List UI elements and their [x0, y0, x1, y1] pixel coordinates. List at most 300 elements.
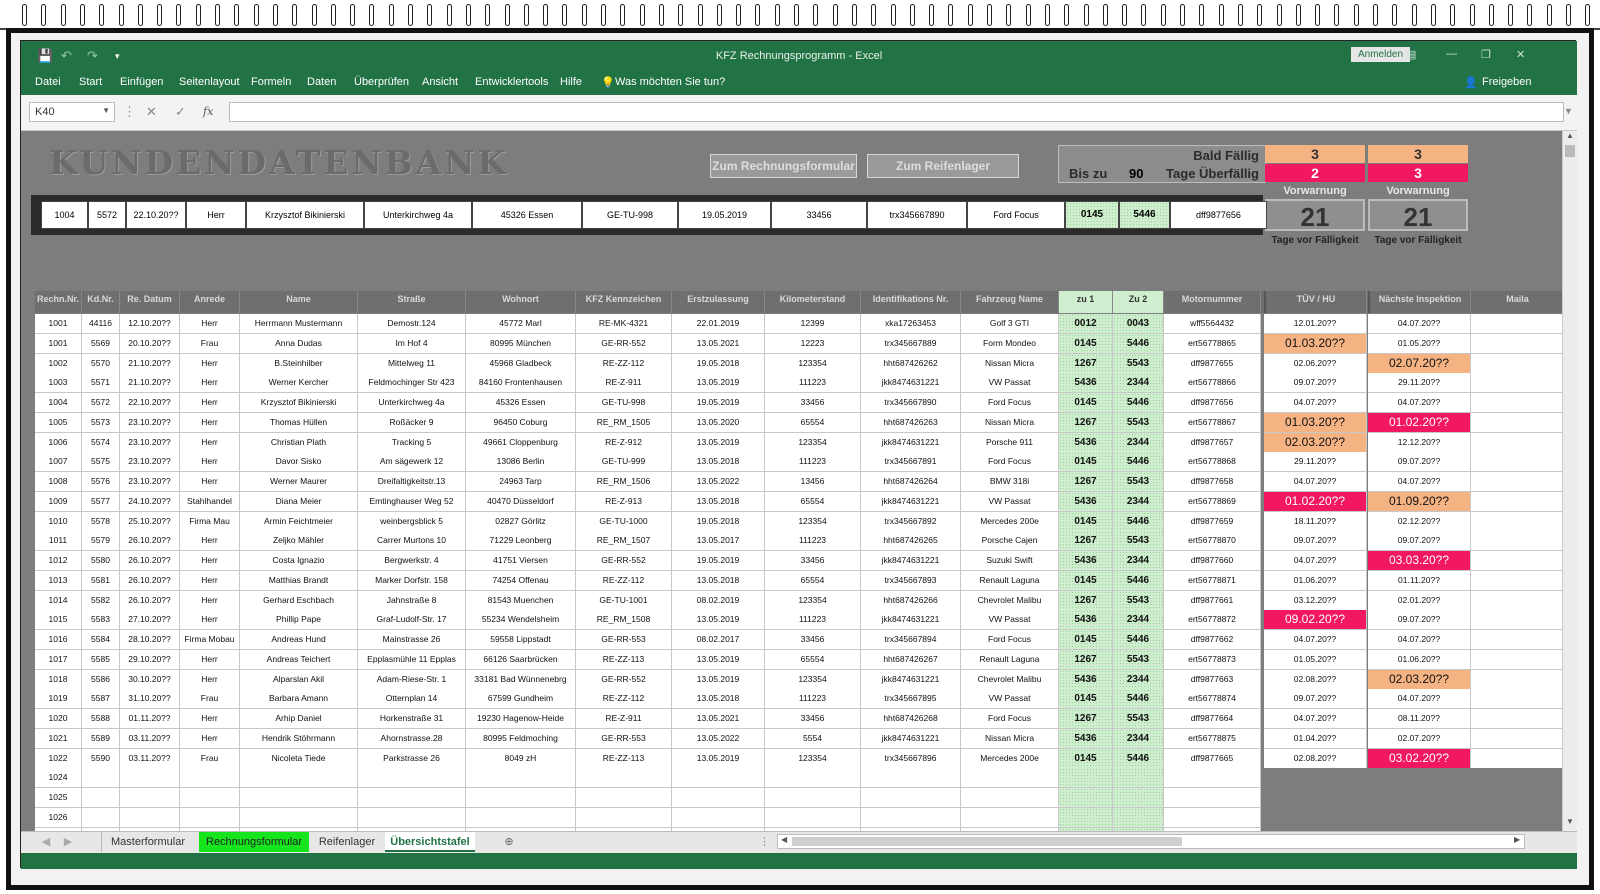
cell-re-datum[interactable]: 24.10.20??: [120, 492, 180, 512]
cell-tuev-hu[interactable]: 03.12.20??: [1264, 591, 1367, 611]
cell-name[interactable]: Costa Ignazio: [240, 551, 358, 571]
cell-rechn-nr[interactable]: 1024: [35, 768, 82, 788]
share-button[interactable]: Freigeben: [1482, 76, 1532, 88]
cell-kfz-kennzeichen[interactable]: RE-Z-912: [576, 433, 672, 453]
cell-re-datum[interactable]: 23.10.20??: [120, 413, 180, 433]
cancel-icon[interactable]: ✕: [146, 104, 157, 119]
header-identifikations-nr[interactable]: Identifikations Nr.: [861, 291, 961, 313]
cell-zu-2[interactable]: [1113, 788, 1164, 808]
cell-zu-2[interactable]: 2344: [1113, 492, 1164, 512]
cell-fahrzeug-name[interactable]: VW Passat: [961, 689, 1059, 709]
cell-zu-1[interactable]: 5436: [1059, 433, 1113, 453]
cell-zu-1[interactable]: 0145: [1059, 452, 1113, 472]
selected-fahrzeug-name[interactable]: Ford Focus: [967, 201, 1065, 229]
table-row-empty[interactable]: [35, 808, 1565, 828]
cell-erstzulassung[interactable]: 13.05.2020: [672, 413, 765, 433]
cell-identifikations-nr[interactable]: hht687426268: [861, 709, 961, 729]
cell-anrede[interactable]: Herr: [180, 314, 240, 334]
table-row[interactable]: [35, 610, 1565, 630]
cell-zu-1[interactable]: 1267: [1059, 650, 1113, 670]
cell-naechste-inspektion[interactable]: 29.11.20??: [1368, 373, 1471, 393]
header-maila[interactable]: Maila: [1471, 291, 1565, 313]
cell-strasse[interactable]: Tracking 5: [358, 433, 466, 453]
selected-motornummer[interactable]: dff9877656: [1170, 201, 1267, 229]
table-row[interactable]: [35, 689, 1565, 709]
cell-kd-nr[interactable]: 5578: [82, 512, 120, 532]
cell-maila[interactable]: [1471, 413, 1565, 433]
cell-kd-nr[interactable]: 5589: [82, 729, 120, 749]
cell-zu-2[interactable]: 5543: [1113, 709, 1164, 729]
cell-maila[interactable]: [1471, 393, 1565, 413]
cell-naechste-inspektion[interactable]: 04.07.20??: [1368, 689, 1471, 709]
cell-kilometerstand[interactable]: 123354: [765, 591, 861, 611]
cell-kfz-kennzeichen[interactable]: RE-Z-911: [576, 373, 672, 393]
cell-rechn-nr[interactable]: 1010: [35, 512, 82, 532]
cell-erstzulassung[interactable]: [672, 768, 765, 788]
cell-name[interactable]: Diana Meier: [240, 492, 358, 512]
cell-naechste-inspektion[interactable]: [1368, 768, 1471, 788]
cell-strasse[interactable]: Mittelweg 11: [358, 354, 466, 374]
cell-identifikations-nr[interactable]: [861, 788, 961, 808]
cell-strasse[interactable]: Im Hof 4: [358, 334, 466, 354]
cell-strasse[interactable]: Carrer Murtons 10: [358, 531, 466, 551]
cell-kilometerstand[interactable]: 111223: [765, 531, 861, 551]
cell-kilometerstand[interactable]: 111223: [765, 610, 861, 630]
cell-anrede[interactable]: Firma Mau: [180, 512, 240, 532]
login-button[interactable]: Anmelden: [1351, 47, 1410, 62]
cell-zu-2[interactable]: 5543: [1113, 472, 1164, 492]
cell-motornummer[interactable]: dff9877657: [1164, 433, 1261, 453]
tuev-warning-days[interactable]: 21: [1265, 199, 1365, 231]
cell-naechste-inspektion[interactable]: [1368, 788, 1471, 808]
cell-kilometerstand[interactable]: 65554: [765, 650, 861, 670]
header-anrede[interactable]: Anrede: [180, 291, 240, 313]
cell-naechste-inspektion[interactable]: 01.06.20??: [1368, 650, 1471, 670]
cell-erstzulassung[interactable]: [672, 808, 765, 828]
cell-maila[interactable]: [1471, 689, 1565, 709]
tab-formeln[interactable]: Formeln: [251, 76, 292, 88]
cell-tuev-hu[interactable]: 02.08.20??: [1264, 749, 1367, 769]
cell-re-datum[interactable]: [120, 768, 180, 788]
cell-strasse[interactable]: weinbergsblick 5: [358, 512, 466, 532]
cell-name[interactable]: Arhip Daniel: [240, 709, 358, 729]
cell-name[interactable]: B.Steinhilber: [240, 354, 358, 374]
cell-anrede[interactable]: Herr: [180, 452, 240, 472]
cell-fahrzeug-name[interactable]: VW Passat: [961, 492, 1059, 512]
scroll-down-icon[interactable]: ▼: [1566, 817, 1574, 826]
cell-motornummer[interactable]: ert56778867: [1164, 413, 1261, 433]
cell-re-datum[interactable]: 21.10.20??: [120, 354, 180, 374]
cell-name[interactable]: Anna Dudas: [240, 334, 358, 354]
cell-rechn-nr[interactable]: 1026: [35, 808, 82, 828]
cell-kfz-kennzeichen[interactable]: GE-RR-552: [576, 670, 672, 690]
cell-tuev-hu[interactable]: 04.07.20??: [1264, 551, 1367, 571]
cell-fahrzeug-name[interactable]: Ford Focus: [961, 630, 1059, 650]
selected-name[interactable]: Krzysztof Bikinierski: [246, 201, 364, 229]
cell-kilometerstand[interactable]: 123354: [765, 512, 861, 532]
cell-kfz-kennzeichen[interactable]: GE-TU-1000: [576, 512, 672, 532]
cell-zu-1[interactable]: 5436: [1059, 670, 1113, 690]
cell-wohnort[interactable]: 84160 Frontenhausen: [466, 373, 576, 393]
cell-zu-2[interactable]: 5446: [1113, 334, 1164, 354]
cell-kilometerstand[interactable]: 12223: [765, 334, 861, 354]
cell-anrede[interactable]: Herr: [180, 373, 240, 393]
cell-wohnort[interactable]: 71229 Leonberg: [466, 531, 576, 551]
cell-anrede[interactable]: Herr: [180, 610, 240, 630]
cell-zu-1[interactable]: 1267: [1059, 354, 1113, 374]
table-row[interactable]: [35, 551, 1565, 571]
cell-kd-nr[interactable]: 5576: [82, 472, 120, 492]
cell-anrede[interactable]: Herr: [180, 729, 240, 749]
cell-kd-nr[interactable]: 5573: [82, 413, 120, 433]
cell-identifikations-nr[interactable]: hht687426262: [861, 354, 961, 374]
cell-name[interactable]: Nicoleta Tiede: [240, 749, 358, 769]
cell-re-datum[interactable]: 03.11.20??: [120, 729, 180, 749]
cell-identifikations-nr[interactable]: [861, 768, 961, 788]
cell-re-datum[interactable]: [120, 808, 180, 828]
cell-zu-2[interactable]: 5543: [1113, 354, 1164, 374]
cell-erstzulassung[interactable]: 13.05.2019: [672, 650, 765, 670]
cell-tuev-hu[interactable]: 01.05.20??: [1264, 650, 1367, 670]
cell-rechn-nr[interactable]: 1025: [35, 788, 82, 808]
cell-kilometerstand[interactable]: 111223: [765, 373, 861, 393]
cell-motornummer[interactable]: ert56778873: [1164, 650, 1261, 670]
cell-zu-2[interactable]: [1113, 808, 1164, 828]
cell-zu-2[interactable]: 5543: [1113, 531, 1164, 551]
cell-kfz-kennzeichen[interactable]: RE-ZZ-113: [576, 650, 672, 670]
cell-fahrzeug-name[interactable]: [961, 768, 1059, 788]
cell-fahrzeug-name[interactable]: BMW 318i: [961, 472, 1059, 492]
table-row-empty[interactable]: [35, 768, 1565, 788]
cell-erstzulassung[interactable]: 13.05.2021: [672, 334, 765, 354]
cell-anrede[interactable]: Herr: [180, 393, 240, 413]
sheet-tab-uebersichtstafel[interactable]: Übersichtstafel: [385, 832, 475, 852]
selected-erstzulassung[interactable]: 19.05.2019: [678, 201, 771, 229]
cell-naechste-inspektion[interactable]: 02.12.20??: [1368, 512, 1471, 532]
cell-fahrzeug-name[interactable]: Nissan Micra: [961, 729, 1059, 749]
cell-kfz-kennzeichen[interactable]: RE-MK-4321: [576, 314, 672, 334]
cell-re-datum[interactable]: 26.10.20??: [120, 531, 180, 551]
sheet-tab-rechnungsformular[interactable]: Rechnungsformular: [199, 832, 309, 852]
cell-anrede[interactable]: [180, 788, 240, 808]
cell-kilometerstand[interactable]: [765, 808, 861, 828]
cell-strasse[interactable]: Otternplan 14: [358, 689, 466, 709]
prev-sheet-icon[interactable]: ◀: [41, 836, 51, 848]
cell-name[interactable]: Barbara Amann: [240, 689, 358, 709]
table-row[interactable]: [35, 354, 1565, 374]
selected-re-datum[interactable]: 22.10.20??: [126, 201, 186, 229]
cell-zu-1[interactable]: 1267: [1059, 413, 1113, 433]
cell-identifikations-nr[interactable]: trx345667891: [861, 452, 961, 472]
cell-motornummer[interactable]: dff9877656: [1164, 393, 1261, 413]
cell-maila[interactable]: [1471, 551, 1565, 571]
selected-strasse[interactable]: Unterkirchweg 4a: [364, 201, 472, 229]
selected-identifikations-nr[interactable]: trx345667890: [867, 201, 967, 229]
cell-kfz-kennzeichen[interactable]: [576, 788, 672, 808]
cell-motornummer[interactable]: [1164, 788, 1261, 808]
split-handle-icon[interactable]: ⋮: [759, 836, 770, 848]
table-row[interactable]: [35, 531, 1565, 551]
cell-strasse[interactable]: Adam-Riese-Str. 1: [358, 670, 466, 690]
cell-identifikations-nr[interactable]: [861, 808, 961, 828]
cell-identifikations-nr[interactable]: hht687426267: [861, 650, 961, 670]
cell-naechste-inspektion[interactable]: 01.09.20??: [1368, 492, 1471, 512]
cell-kd-nr[interactable]: 5571: [82, 373, 120, 393]
cell-kd-nr[interactable]: 5583: [82, 610, 120, 630]
cell-kd-nr[interactable]: [82, 788, 120, 808]
cell-anrede[interactable]: Firma Mobau: [180, 630, 240, 650]
cell-rechn-nr[interactable]: 1009: [35, 492, 82, 512]
cell-motornummer[interactable]: ert56778866: [1164, 373, 1261, 393]
expand-formula-icon[interactable]: ▼: [1564, 106, 1573, 116]
cell-kilometerstand[interactable]: 111223: [765, 452, 861, 472]
cell-tuev-hu[interactable]: 09.07.20??: [1264, 689, 1367, 709]
formula-input[interactable]: [229, 102, 1564, 122]
scroll-thumb[interactable]: [1565, 145, 1575, 157]
cell-naechste-inspektion[interactable]: 09.07.20??: [1368, 531, 1471, 551]
cell-motornummer[interactable]: ert56778872: [1164, 610, 1261, 630]
cell-motornummer[interactable]: dff9877662: [1164, 630, 1261, 650]
cell-kd-nr[interactable]: 5570: [82, 354, 120, 374]
cell-rechn-nr[interactable]: 1004: [35, 393, 82, 413]
cell-anrede[interactable]: Herr: [180, 413, 240, 433]
cell-naechste-inspektion[interactable]: 01.11.20??: [1368, 571, 1471, 591]
cell-zu-2[interactable]: [1113, 768, 1164, 788]
cell-kfz-kennzeichen[interactable]: GE-TU-999: [576, 452, 672, 472]
undo-icon[interactable]: ↶: [61, 48, 72, 63]
cell-identifikations-nr[interactable]: jkk8474631221: [861, 433, 961, 453]
cell-maila[interactable]: [1471, 768, 1565, 788]
cell-erstzulassung[interactable]: 13.05.2019: [672, 373, 765, 393]
cell-kd-nr[interactable]: 5577: [82, 492, 120, 512]
chevron-down-icon[interactable]: ▼: [102, 106, 110, 115]
cell-name[interactable]: Thomas Hüllen: [240, 413, 358, 433]
cell-naechste-inspektion[interactable]: 02.07.20??: [1368, 354, 1471, 374]
cell-re-datum[interactable]: [120, 788, 180, 808]
cell-re-datum[interactable]: 26.10.20??: [120, 551, 180, 571]
cell-rechn-nr[interactable]: 1021: [35, 729, 82, 749]
table-row[interactable]: [35, 729, 1565, 749]
cell-wohnort[interactable]: [466, 788, 576, 808]
cell-strasse[interactable]: Feldmochinger Str 423: [358, 373, 466, 393]
cell-kilometerstand[interactable]: 123354: [765, 749, 861, 769]
cell-zu-2[interactable]: 2344: [1113, 729, 1164, 749]
selected-zu-2[interactable]: 5446: [1119, 201, 1170, 229]
cell-naechste-inspektion[interactable]: 02.01.20??: [1368, 591, 1471, 611]
cell-fahrzeug-name[interactable]: VW Passat: [961, 610, 1059, 630]
cell-name[interactable]: Andreas Teichert: [240, 650, 358, 670]
cell-zu-1[interactable]: 0145: [1059, 689, 1113, 709]
cell-re-datum[interactable]: 21.10.20??: [120, 373, 180, 393]
cell-identifikations-nr[interactable]: hht687426265: [861, 531, 961, 551]
cell-re-datum[interactable]: 23.10.20??: [120, 472, 180, 492]
header-name[interactable]: Name: [240, 291, 358, 313]
cell-motornummer[interactable]: ert56778865: [1164, 334, 1261, 354]
cell-tuev-hu[interactable]: 09.07.20??: [1264, 531, 1367, 551]
next-sheet-icon[interactable]: ▶: [63, 836, 73, 848]
header-strasse[interactable]: Straße: [358, 291, 466, 313]
table-row[interactable]: [35, 709, 1565, 729]
cell-zu-1[interactable]: 1267: [1059, 472, 1113, 492]
cell-anrede[interactable]: Stahlhandel: [180, 492, 240, 512]
cell-wohnort[interactable]: 8049 zH: [466, 749, 576, 769]
save-icon[interactable]: 💾: [37, 48, 54, 63]
cell-kilometerstand[interactable]: 33456: [765, 709, 861, 729]
cell-zu-2[interactable]: 5446: [1113, 393, 1164, 413]
cell-fahrzeug-name[interactable]: [961, 808, 1059, 828]
cell-fahrzeug-name[interactable]: Nissan Micra: [961, 413, 1059, 433]
cell-kfz-kennzeichen[interactable]: GE-RR-552: [576, 551, 672, 571]
cell-maila[interactable]: [1471, 650, 1565, 670]
cell-identifikations-nr[interactable]: jkk8474631221: [861, 373, 961, 393]
cell-fahrzeug-name[interactable]: Ford Focus: [961, 709, 1059, 729]
cell-erstzulassung[interactable]: 13.05.2019: [672, 749, 765, 769]
cell-kd-nr[interactable]: 5579: [82, 531, 120, 551]
cell-strasse[interactable]: Demostr.124: [358, 314, 466, 334]
cell-kfz-kennzeichen[interactable]: RE-Z-911: [576, 709, 672, 729]
cell-name[interactable]: Herrmann Mustermann: [240, 314, 358, 334]
cell-wohnort[interactable]: [466, 808, 576, 828]
add-sheet-icon[interactable]: ⊕: [504, 836, 514, 848]
header-wohnort[interactable]: Wohnort: [466, 291, 576, 313]
cell-erstzulassung[interactable]: 19.05.2019: [672, 551, 765, 571]
cell-fahrzeug-name[interactable]: Porsche Cajen: [961, 531, 1059, 551]
cell-fahrzeug-name[interactable]: Golf 3 GTI: [961, 314, 1059, 334]
cell-kilometerstand[interactable]: 33456: [765, 393, 861, 413]
cell-maila[interactable]: [1471, 709, 1565, 729]
selected-anrede[interactable]: Herr: [186, 201, 246, 229]
cell-strasse[interactable]: Dreifaltigkeitstr.13: [358, 472, 466, 492]
cell-anrede[interactable]: [180, 768, 240, 788]
header-rechn-nr[interactable]: Rechn.Nr.: [35, 291, 82, 313]
cell-zu-2[interactable]: 5446: [1113, 452, 1164, 472]
cell-rechn-nr[interactable]: 1022: [35, 749, 82, 769]
cell-anrede[interactable]: Herr: [180, 670, 240, 690]
cell-tuev-hu[interactable]: 01.06.20??: [1264, 571, 1367, 591]
cell-wohnort[interactable]: [466, 768, 576, 788]
cell-name[interactable]: Werner Kercher: [240, 373, 358, 393]
cell-maila[interactable]: [1471, 670, 1565, 690]
invoice-form-button[interactable]: Zum Rechnungsformular: [710, 154, 857, 178]
horizontal-scrollbar[interactable]: [777, 834, 1525, 849]
cell-kilometerstand[interactable]: 33456: [765, 551, 861, 571]
header-kilometerstand[interactable]: Kilometerstand: [765, 291, 861, 313]
cell-rechn-nr[interactable]: 1005: [35, 413, 82, 433]
cell-wohnort[interactable]: 74254 Offenau: [466, 571, 576, 591]
cell-identifikations-nr[interactable]: trx345667890: [861, 393, 961, 413]
cell-rechn-nr[interactable]: 1013: [35, 571, 82, 591]
table-row[interactable]: [35, 670, 1565, 690]
cell-re-datum[interactable]: 23.10.20??: [120, 433, 180, 453]
cell-fahrzeug-name[interactable]: Nissan Micra: [961, 354, 1059, 374]
cell-wohnort[interactable]: 96450 Coburg: [466, 413, 576, 433]
cell-zu-1[interactable]: [1059, 788, 1113, 808]
cell-kfz-kennzeichen[interactable]: GE-RR-553: [576, 729, 672, 749]
cell-maila[interactable]: [1471, 354, 1565, 374]
cell-rechn-nr[interactable]: 1006: [35, 433, 82, 453]
cell-strasse[interactable]: Mainstrasse 26: [358, 630, 466, 650]
cell-fahrzeug-name[interactable]: Suzuki Swift: [961, 551, 1059, 571]
cell-maila[interactable]: [1471, 433, 1565, 453]
cell-kilometerstand[interactable]: 12399: [765, 314, 861, 334]
cell-kfz-kennzeichen[interactable]: GE-RR-553: [576, 630, 672, 650]
cell-kd-nr[interactable]: 5569: [82, 334, 120, 354]
cell-kd-nr[interactable]: 5575: [82, 452, 120, 472]
table-row[interactable]: [35, 334, 1565, 354]
cell-identifikations-nr[interactable]: hht687426263: [861, 413, 961, 433]
cell-tuev-hu[interactable]: 04.07.20??: [1264, 393, 1367, 413]
cell-motornummer[interactable]: dff9877660: [1164, 551, 1261, 571]
header-kfz-kennzeichen[interactable]: KFZ Kennzeichen: [576, 291, 672, 313]
cell-strasse[interactable]: [358, 768, 466, 788]
cell-fahrzeug-name[interactable]: Porsche 911: [961, 433, 1059, 453]
cell-name[interactable]: Phillip Pape: [240, 610, 358, 630]
cell-name[interactable]: Hendrik Stöhrmann: [240, 729, 358, 749]
selected-kd-nr[interactable]: 5572: [88, 201, 126, 229]
cell-tuev-hu[interactable]: [1264, 808, 1367, 828]
cell-anrede[interactable]: Herr: [180, 433, 240, 453]
cell-zu-1[interactable]: 0145: [1059, 393, 1113, 413]
cell-strasse[interactable]: Bergwerkstr. 4: [358, 551, 466, 571]
insert-function-icon[interactable]: fx: [203, 105, 214, 118]
tab-einfuegen[interactable]: Einfügen: [120, 76, 164, 88]
cell-maila[interactable]: [1471, 630, 1565, 650]
selected-wohnort[interactable]: 45326 Essen: [472, 201, 582, 229]
cell-identifikations-nr[interactable]: hht687426264: [861, 472, 961, 492]
cell-rechn-nr[interactable]: 1012: [35, 551, 82, 571]
header-motornummer[interactable]: Motornummer: [1164, 291, 1261, 313]
cell-anrede[interactable]: Herr: [180, 591, 240, 611]
cell-anrede[interactable]: Herr: [180, 551, 240, 571]
cell-wohnort[interactable]: 33181 Bad Wünnenebrg: [466, 670, 576, 690]
cell-motornummer[interactable]: dff9877665: [1164, 749, 1261, 769]
header-erstzulassung[interactable]: Erstzulassung: [672, 291, 765, 313]
cell-kfz-kennzeichen[interactable]: RE_RM_1507: [576, 531, 672, 551]
header-zu-2[interactable]: Zu 2: [1113, 291, 1164, 313]
cell-motornummer[interactable]: [1164, 808, 1261, 828]
cell-identifikations-nr[interactable]: hht687426266: [861, 591, 961, 611]
cell-erstzulassung[interactable]: 13.05.2019: [672, 610, 765, 630]
table-row[interactable]: [35, 413, 1565, 433]
cell-re-datum[interactable]: 27.10.20??: [120, 610, 180, 630]
cell-kd-nr[interactable]: 5572: [82, 393, 120, 413]
tire-storage-button[interactable]: Zum Reifenlager: [867, 154, 1019, 178]
cell-maila[interactable]: [1471, 314, 1565, 334]
cell-re-datum[interactable]: 22.10.20??: [120, 393, 180, 413]
cell-naechste-inspektion[interactable]: 01.05.20??: [1368, 334, 1471, 354]
cell-tuev-hu[interactable]: 12.01.20??: [1264, 314, 1367, 334]
cell-kfz-kennzeichen[interactable]: [576, 808, 672, 828]
cell-anrede[interactable]: Frau: [180, 334, 240, 354]
cell-re-datum[interactable]: 20.10.20??: [120, 334, 180, 354]
cell-kfz-kennzeichen[interactable]: [576, 768, 672, 788]
cell-name[interactable]: Armin Feichtmeier: [240, 512, 358, 532]
cell-motornummer[interactable]: ert56778874: [1164, 689, 1261, 709]
cell-name[interactable]: Zeljko Mähler: [240, 531, 358, 551]
cell-zu-2[interactable]: 2344: [1113, 610, 1164, 630]
cell-re-datum[interactable]: 26.10.20??: [120, 591, 180, 611]
cell-kilometerstand[interactable]: 123354: [765, 670, 861, 690]
cell-motornummer[interactable]: dff9877664: [1164, 709, 1261, 729]
cell-identifikations-nr[interactable]: trx345667889: [861, 334, 961, 354]
cell-zu-2[interactable]: 2344: [1113, 433, 1164, 453]
cell-tuev-hu[interactable]: 04.07.20??: [1264, 472, 1367, 492]
cell-strasse[interactable]: Horkenstraße 31: [358, 709, 466, 729]
cell-anrede[interactable]: Frau: [180, 689, 240, 709]
cell-tuev-hu[interactable]: 02.03.20??: [1264, 433, 1367, 453]
cell-maila[interactable]: [1471, 729, 1565, 749]
cell-name[interactable]: [240, 768, 358, 788]
